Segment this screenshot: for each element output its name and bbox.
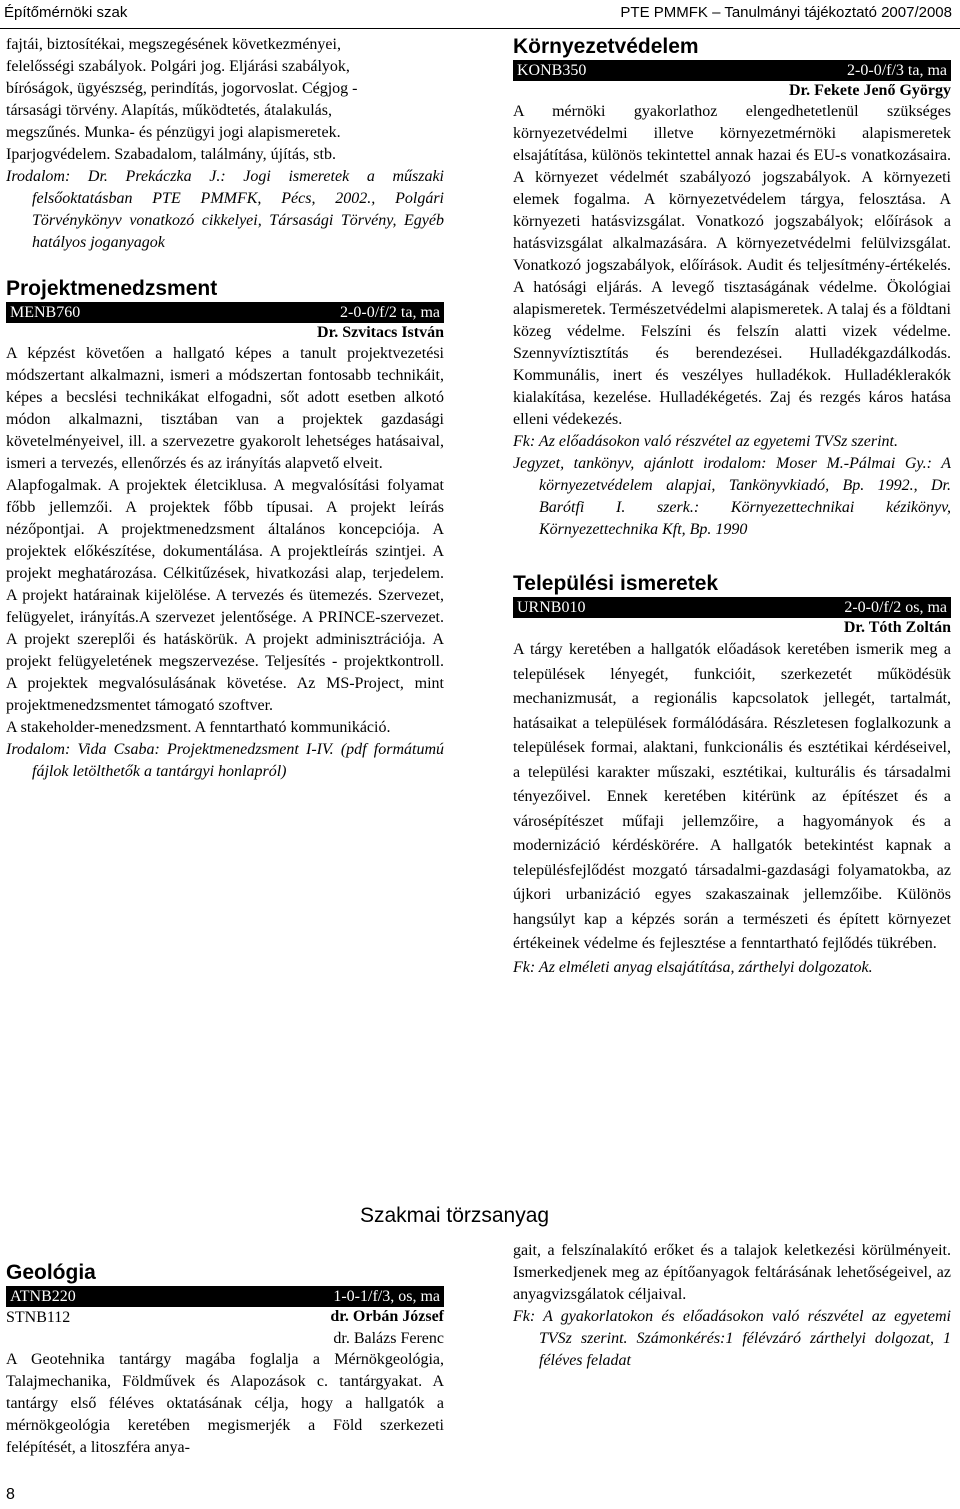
projekt-code-bar <box>6 302 444 323</box>
telepules-title: Települési ismeretek <box>513 572 719 595</box>
projekt-title: Projektmenedzsment <box>6 277 218 300</box>
law-topics <box>6 34 444 166</box>
law-line-1: fajtái, biztosítékai, megszegésének következményei, <box>6 36 341 53</box>
projekt-p3: A stakeholder-menedzsment. A fenntartható kommunikáció. <box>6 719 391 736</box>
geologia-meta <box>6 1307 444 1329</box>
geologia-title: Geológia <box>6 1261 96 1284</box>
geologia-credits: 1-0-1/f/3, os, ma <box>333 1288 440 1305</box>
kornyezet-fk: Fk: Az előadásokon való részvétel az egyetemi TVSz szerint. <box>513 433 898 450</box>
law-line-4: társasági törvény. Alapítás, működtetés, átalakulás, <box>6 102 332 119</box>
telepules-p1: A tárgy keretében a hallgatók előadások keretében ismerik meg a települések lényegét, funkcióit, szerkezetét működésük mechanizmusát, a regionális kapcsolatok jellegét, tartalmát, hatásaikat a települések formálódására. Részletesen foglalkozunk a települések formai, alaktani, funkcionális és esztétikai kérdéseivel, a települési karakter műszaki, esztétikai, kulturális és társadalmi tényezőivel. Ennek keretében kitérünk az építészet és a városépítészet műfaji jellemzőire, a hagyományok és a modernizáció kérdéskörére. A hallgatók betekintést kapnak a településfejlődést mozgató társadalmi-gazdasági folyamatokba, az újkori urbanizáció egyes szakaszainak jellemzőibe. Különös hangsúlyt kap a képzés során a természeti és épített környezet értékeinek védelme és fejlesztése a fenntartható fejlődés tükrében. <box>513 641 951 952</box>
kornyezet-code: KONB350 <box>517 62 587 79</box>
kornyezet-lecturer: Dr. Fekete Jenő György <box>788 82 951 99</box>
left-column <box>6 34 444 783</box>
geologia-continued <box>513 1240 951 1372</box>
kornyezet-credits: 2-0-0/f/3 ta, ma <box>847 62 947 79</box>
law-line-6: Iparjogvédelem. Szabadalom, találmány, újítás, stb. <box>6 146 336 163</box>
projekt-p1: A képzést követően a hallgató képes a tanult projektvezetési módszertant alkalmazni, ismeri a módszertan fontosabb technikáit, képes a becslési technikákat elfogadni, sőt adott esetben alkotó módon alkalmazni, tisztában van a projektek gazdasági követelményeivel, ill. a szervezetre gyakorolt lehetséges hatásaival, ismeri a tervezés, ellenőrzés és az irányítás alapvető elveit. <box>6 345 444 472</box>
kornyezet-p1: A mérnöki gyakorlathoz elengedhetetlenül szükséges környezetvédelmi illetve környezetmérnöki alapismeretek elsajátítása, különös tekintettel annak hazai és EU-s vonatkozásaira. A környezet védelmét szabályozó jogszabályok. A környezeti elemek fogalma. A környezetvédelem tárgya, felosztása. A környezeti hatásvizsgálat. Vonatkozó jogszabályok; előírások a hatásvizsgálat alkalmazására. A környezetvédelmi felülvizsgálat. Vonatkozó jogszabályok, előírások. Audit és teljesítmény-értékelés. A hatósági eljárás. A levegő tisztaságának védelme. Ökológiai alapismeretek. Természetvédelmi alapismeretek. A talaj és a földtani közeg védelme. Felszíni és felszín alatti vizek védelme. Szennyvíztisztítás és berendezései. Hulladékgazdálkodás. Kommunális, inert és veszélyes hulladékok. Hulladéklerakók kialakítása, kezelése. Hulladékégetés. Zaj és rezgés káros hatása elleni védekezés. <box>513 103 951 428</box>
geologia-code-bar <box>6 1286 444 1307</box>
geologia-code: ATNB220 <box>10 1288 76 1305</box>
section-title: Szakmai törzsanyag <box>360 1204 550 1227</box>
law-line-3: bíróságok, ügyészség, perindítás, jogorvoslat. Cégjog - <box>6 80 358 97</box>
geologia-lecturer2: dr. Balázs Ferenc <box>333 1330 444 1347</box>
kornyezet-code-bar <box>513 60 951 81</box>
kornyezet-literature: Jegyzet, tankönyv, ajánlott irodalom: Moser M.-Pálmai Gy.: A környezetvédelem alapjai, Tankönyvkiadó, Bp. 1992., Dr. Barótfi I. szerk.: Környezettechnikai kézikönyv, Környezettechnika Kft, Bp. 1990 <box>513 455 951 538</box>
law-line-2: felelősségi szabályok. Polgári jog. Eljárási szabályok, <box>6 58 350 75</box>
geologia-block <box>6 1260 444 1459</box>
projekt-literature: Irodalom: Vida Csaba: Projektmenedzsment I-IV. (pdf formátumú fájlok letölthetők a tantárgyi honlapról) <box>6 741 444 780</box>
law-line-5: megszűnés. Munka- és pénzügyi jogi alapismeretek. <box>6 124 341 141</box>
projekt-p2: Alapfogalmak. A projektek életciklusa. A megvalósítási folyamat főbb jellemzői. A projektek főbb típusai. A projekt leírás nézőpontjai. A projektmenedzsment általános koncepciója. A projektek előkészítése, dokumentálása. A projektleírás szintjei. A projekt meghatározása. Célkitűzések, hivatkozási alap, terjedelem. A projekt határainak kijelölése. A tervezés és ütemezés. Szervezet, felügyelet, irányítás.A szervezet jelentősége. A PRINCE-szervezet. A projekt szereplői és hatáskörük. A projekt adminisztrációja. A projekt felügyeletének megszervezése. Teljesítés - projektkontroll. A projektek megvalósulásának követése. Az MS-Project, mint projektmenedzsmentet támogató szoftver. <box>6 477 444 714</box>
telepules-lecturer: Dr. Tóth Zoltán <box>843 619 951 636</box>
law-literature: Irodalom: Dr. Prekáczka J.: Jogi ismeretek a műszaki felsőoktatásban PTE PMMFK, Pécs, 2002., Polgári Törvénykönyv vonatkozó cikkelyei, Társasági Törvény, Egyéb hatályos joganyagok <box>6 168 444 251</box>
right-column <box>513 34 951 979</box>
projekt-code: MENB760 <box>10 304 81 321</box>
page-header <box>0 0 960 29</box>
telepules-code-bar <box>513 597 951 618</box>
geologia-p1: A Geotehnika tantárgy magába foglalja a Mérnökgeológia, Talajmechanika, Földművek és Alapozások c. tantárgyakat. A tantárgy első féléves oktatásának célja, hogy a hallgatók a mérnökgeológia keretében megismerjék a Föld szerkezeti felépítését, a litoszféra anya- <box>6 1351 444 1456</box>
header-right: PTE PMMFK – Tanulmányi tájékoztató 2007/2008 <box>620 4 952 21</box>
geologia-p2: gait, a felszínalakító erőket és a talajok keletkezési körülményeit. Ismerkedjenek meg az építőanyagok feltárásának lehetőségeivel, az anyagvizsgálatok céljaival. <box>513 1242 951 1303</box>
header-left: Építőmérnöki szak <box>4 4 128 21</box>
geologia-code2: STNB112 <box>6 1309 71 1326</box>
telepules-code: URNB010 <box>517 599 586 616</box>
geologia-fk: Fk: A gyakorlatokon és előadásokon való részvétel az egyetemi TVSz szerint. Számonkérés:1 félévzáró zárthelyi dolgozat, 1 féléves feladat <box>513 1308 951 1369</box>
kornyezet-title: Környezetvédelem <box>513 35 699 58</box>
telepules-fk: Fk: Az elméleti anyag elsajátítása, zárthelyi dolgozatok. <box>513 958 873 976</box>
telepules-credits: 2-0-0/f/2 os, ma <box>844 599 947 616</box>
projekt-lecturer: Dr. Szvitacs István <box>317 324 444 341</box>
geologia-lecturer: dr. Orbán József <box>330 1308 444 1325</box>
projekt-credits: 2-0-0/f/2 ta, ma <box>340 304 440 321</box>
page-number: 8 <box>6 1486 15 1503</box>
